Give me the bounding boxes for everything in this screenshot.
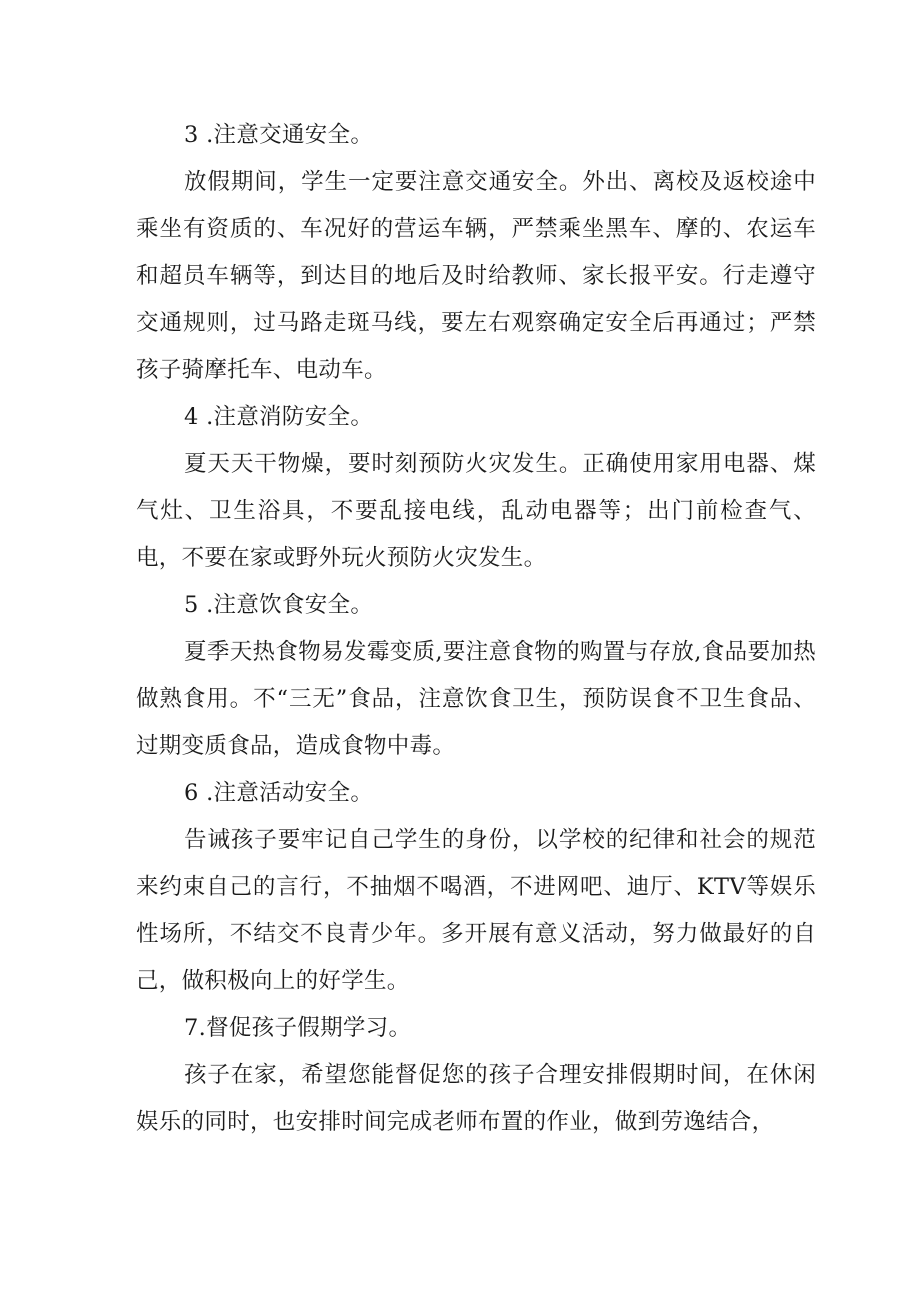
section-body-5: 夏季天热食物易发霉变质,要注意食物的购置与存放,食品要加热做熟食用。不“三无”食品，注意饮食卫生，预防误食不卫生食品、过期变质食品，造成食物中毒。 xyxy=(136,639,816,759)
section-heading-6: 6 .注意活动安全。 xyxy=(184,780,374,806)
section-heading-3: 3 .注意交通安全。 xyxy=(184,122,374,148)
section-heading-4: 4 .注意消防安全。 xyxy=(184,404,374,430)
section-body-6: 告诫孩子要牢记自己学生的身份，以学校的纪律和社会的规范来约束自己的言行，不抽烟不喝酒，不进网吧、迪厅、KTV等娱乐性场所，不结交不良青少年。多开展有意义活动，努力做最好的自己，做积极向上的好学生。 xyxy=(136,827,816,994)
section-heading-5: 5 .注意饮食安全。 xyxy=(184,592,374,618)
section-body-4: 夏天天干物燥，要时刻预防火灾发生。正确使用家用电器、煤气灶、卫生浴具，不要乱接电线，乱动电器等；出门前检查气、电，不要在家或野外玩火预防火灾发生。 xyxy=(136,451,816,571)
section-heading-7: 7.督促孩子假期学习。 xyxy=(184,1015,412,1041)
section-body-3: 放假期间，学生一定要注意交通安全。外出、离校及返校途中乘坐有资质的、车况好的营运车辆，严禁乘坐黑车、摩的、农运车和超员车辆等，到达目的地后及时给教师、家长报平安。行走遵守交通规则，过马路走斑马线，要左右观察确定安全后再通过；严禁孩子骑摩托车、电动车。 xyxy=(136,169,816,383)
section-body-7: 孩子在家，希望您能督促您的孩子合理安排假期时间，在休闲娱乐的同时，也安排时间完成老师布置的作业，做到劳逸结合， xyxy=(136,1062,816,1135)
document-body xyxy=(136,112,816,1146)
